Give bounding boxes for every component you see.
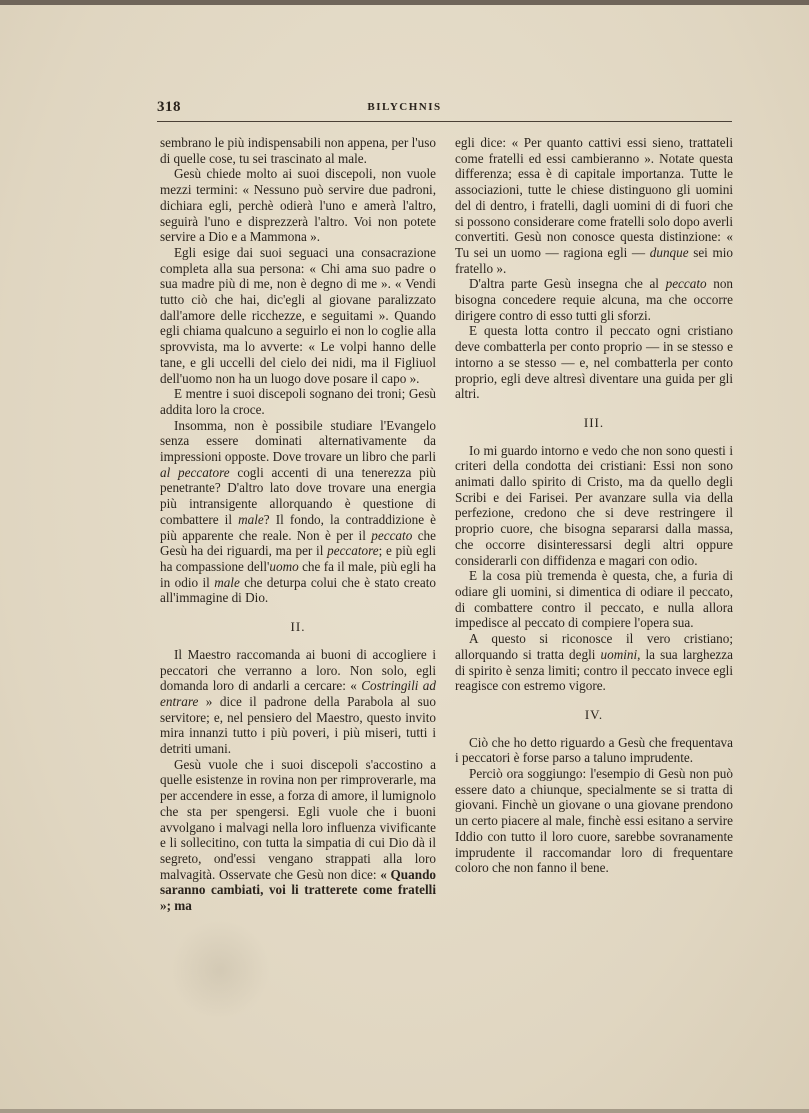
right-text-column bbox=[455, 135, 733, 876]
paragraph: Egli esige dai suoi seguaci una consacrazione completa alla sua persona: « Chi ama suo padre o sua madre più di me, non è degno di me ». « Vendi tutto ciò che hai, dic'egli al giovane paralizzato dall'amore delle ricchezze, e seguitami ». Quando egli chiama qualcuno a seguirlo ei non lo coglie alla sprovvista, ma lo avverte: « Le volpi hanno delle tane, e gli uccelli del cielo dei nidi, ma il Figliuol dell'uomo non ha un luogo dove posare il capo ». bbox=[160, 244, 436, 386]
page-top-edge bbox=[0, 0, 809, 5]
paragraph: sembrano le più indispensabili non appena, per l'uso di quelle cose, tu sei trascinato al male. bbox=[160, 135, 436, 166]
paragraph: E questa lotta contro il peccato ogni cristiano deve combatterla per conto proprio — in se stesso e intorno a se stesso — e, nel combatterla per conto proprio, egli deve altresì diventare una guida per gli altri. bbox=[455, 323, 733, 402]
paragraph: Perciò ora soggiungo: l'esempio di Gesù non può essere dato a chiunque, specialmente se si tratta di giovani. Finchè un giovane o una giovane prendono un certo piacere al male, finchè essi esitano a servire Iddio con tutto il loro cuore, sarebbe sovranamente imprudente il raccomandar loro di frequentare coloro che non fanno il bene. bbox=[455, 766, 733, 876]
paragraph: Gesù chiede molto ai suoi discepoli, non vuole mezzi termini: « Nessuno può servire due padroni, dichiara egli, perchè odierà l'uno e amerà l'altro, seguirà l'uno e disprezzerà l'altro. Voi non potete servire a Dio e a Mammona ». bbox=[160, 166, 436, 245]
section-heading-iv: IV. bbox=[584, 706, 604, 722]
paragraph: A questo si riconosce il vero cristiano; allorquando si tratta degli uomini, la sua larghezza di spirito è senza limiti; contro il peccato invece egli reagisce con estremo vigore. bbox=[455, 631, 733, 694]
paragraph: Io mi guardo intorno e vedo che non sono questi i criteri della condotta dei cristiani: Essi non sono animati dallo spirito di Cristo, ma da quello degli Scribi e dei Farisei. Per avanzare sulla via della perfezione, credono che si deve restringere il proprio cuore, che bisogna separarsi dalla massa, che occorre disinteressarsi degli altri oppure considerarli con diffidenza e magari con odio. bbox=[455, 442, 733, 568]
paragraph: egli dice: « Per quanto cattivi essi sieno, trattateli come fratelli ed essi cambieranno ». Notate questa differenza; essa è di capitale importanza. Tutte le associazioni, tutte le chiese distinguono gli uomini del di dentro, i fratelli, dagli uomini di di fuori che si possono considerare come fratelli solo dopo averli convertiti. Gesù non conosce questa distinzione: « Tu sei un uomo — ragiona egli — dunque sei mio fratello ». bbox=[455, 135, 733, 276]
page-bottom-edge bbox=[0, 1109, 809, 1113]
paragraph: E la cosa più tremenda è questa, che, a furia di odiare gli uomini, si dimentica di odiare il peccato, di combattere contro il peccato, e nulla allora impedisce al peccato di compiere l'opera sua. bbox=[455, 568, 733, 631]
page-number: 318 bbox=[157, 99, 181, 115]
paragraph: D'altra parte Gesù insegna che al peccato non bisogna concedere requie alcuna, ma che occorre dirigere contro di esso tutti gli sforzi. bbox=[455, 276, 734, 323]
paragraph: Ciò che ho detto riguardo a Gesù che frequentava i peccatori è forse parso a taluno imprudente. bbox=[455, 734, 733, 766]
paragraph: E mentre i suoi discepoli sognano dei troni; Gesù addita loro la croce. bbox=[160, 386, 436, 417]
left-text-column bbox=[160, 135, 436, 914]
section-heading-ii: II. bbox=[290, 619, 306, 635]
running-head-title: BILYCHNIS bbox=[367, 101, 442, 113]
paper-stain bbox=[170, 920, 270, 1020]
paragraph: Gesù vuole che i suoi discepoli s'accostino a quelle esistenze in rovina non per rimproverarle, ma per accendere in esse, a forza di amore, il lumignolo che sta per spengersi. Egli vuole che i buoni avvolgano i malvagi nella loro influenza vivificante e li sollecitino, con tutta la simpatia di cui Dio dà il segreto, ond'essi vengano strappati alla loro malvagità. Osservate che Gesù non dice: « Quando saranno cambiati, voi li tratterete come fratelli »; ma bbox=[160, 756, 436, 914]
paragraph: Il Maestro raccomanda ai buoni di accogliere i peccatori che verranno a loro. Non solo, egli domanda loro di andarli a cercare: « Costringili ad entrare » dice il padrone della Parabola al suo servitore; e, nel pensiero del Maestro, questo invito mira innanzi tutto i più poveri, i più miseri, tutti i detriti umani. bbox=[160, 646, 436, 757]
header-divider bbox=[157, 121, 732, 122]
section-heading-iii: III. bbox=[583, 414, 605, 430]
paragraph: Insomma, non è possibile studiare l'Evangelo senza essere dominati alternativamente da impressioni opposte. Dove trovare un libro che parli al peccatore cogli accenti di una tenerezza più penetrante? D'altro lato dove trovare una energia più intransigente allorquando è questione di combattere il male? Il fondo, la contraddizione è più apparente che reale. Non è per il peccato che Gesù ha dei riguardi, ma per il peccatore; e più egli ha compassione dell'uomo che fa il male, più egli ha in odio il male che deturpa colui che è stato creato all'immagine di Dio. bbox=[160, 417, 437, 606]
